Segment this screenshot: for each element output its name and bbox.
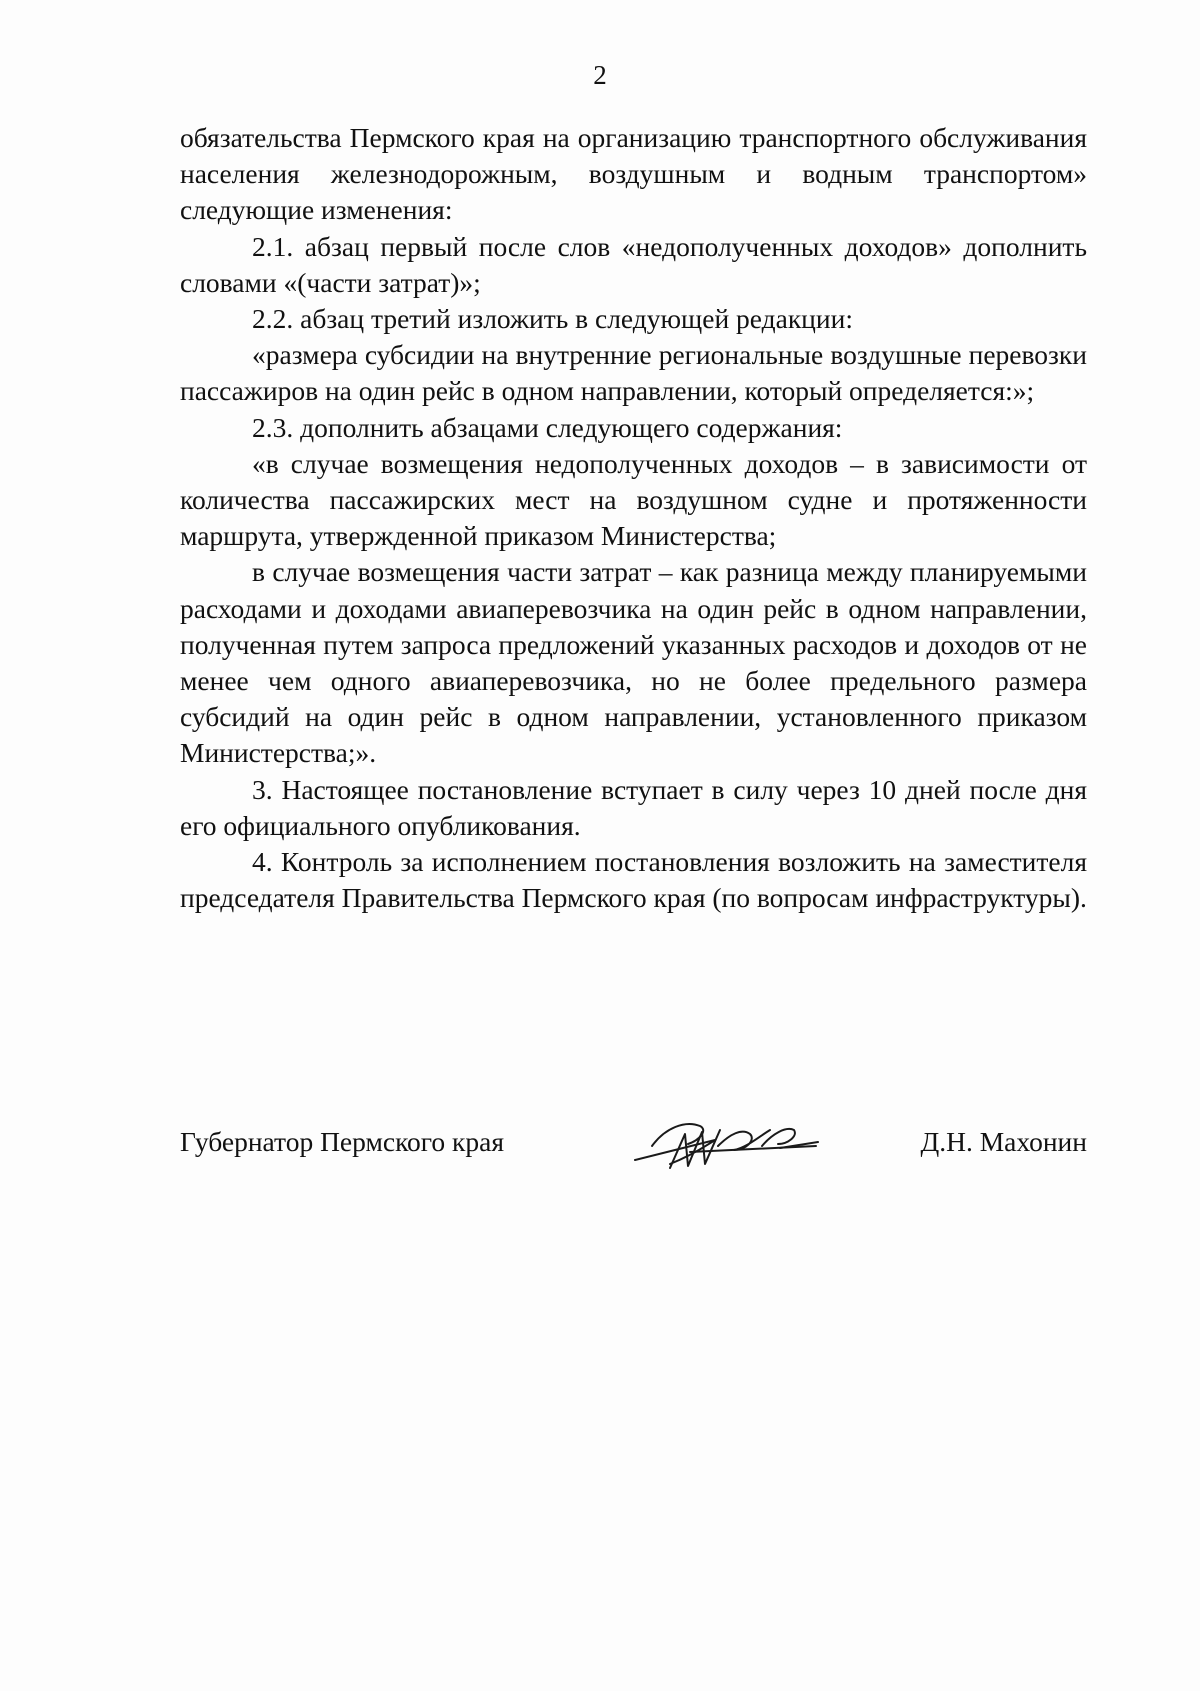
paragraph-4: 4. Контроль за исполнением постановления возложить на заместителя председателя Правительства Пермского края (по вопросам инфраструктуры). [180, 846, 1087, 914]
paragraph-2-1: 2.1. абзац первый после слов «недополученных доходов» дополнить словами «(части затрат)»; [180, 230, 1087, 298]
paragraph-2-3-quote-1: «в случае возмещения недополученных доходов – в зависимости от количества пассажирских мест на воздушном судне и протяженности маршрута, утвержденной приказом Министерства; [180, 447, 1087, 552]
paragraph-2-3: 2.3. дополнить абзацами следующего содержания: [252, 411, 843, 443]
paragraph-3: 3. Настоящее постановление вступает в силу через 10 дней после дня его официального опубликования. [180, 773, 1087, 841]
paragraph-2-2-quote: «размера субсидии на внутренние региональные воздушные перевозки пассажиров на один рейс в одном направлении, который определяется:»; [180, 339, 1087, 407]
handwritten-signature-icon [630, 1106, 820, 1178]
signature-block [180, 1120, 1087, 1190]
paragraph-continuation: обязательства Пермского края на организацию транспортного обслуживания населения железнодорожным, воздушным и водным транспортом» следующие изменения: [180, 122, 1087, 226]
document-body [180, 120, 1087, 916]
page-number: 2 [593, 60, 607, 90]
signatory-name: Д.Н. Махонин [920, 1126, 1087, 1157]
paragraph-2-2: 2.2. абзац третий изложить в следующей редакции: [252, 303, 853, 335]
paragraph-2-3-quote-2: в случае возмещения части затрат – как разница между планируемыми расходами и доходами авиаперевозчика на один рейс в одном направлении, полученная путем запроса предложений указанных расходов и доходов от не менее чем одного авиаперевозчика, но не более предельного размера субсидий на один рейс в одном направлении, установленного приказом Министерства;». [180, 556, 1087, 769]
signatory-title: Губернатор Пермского края [180, 1126, 504, 1157]
